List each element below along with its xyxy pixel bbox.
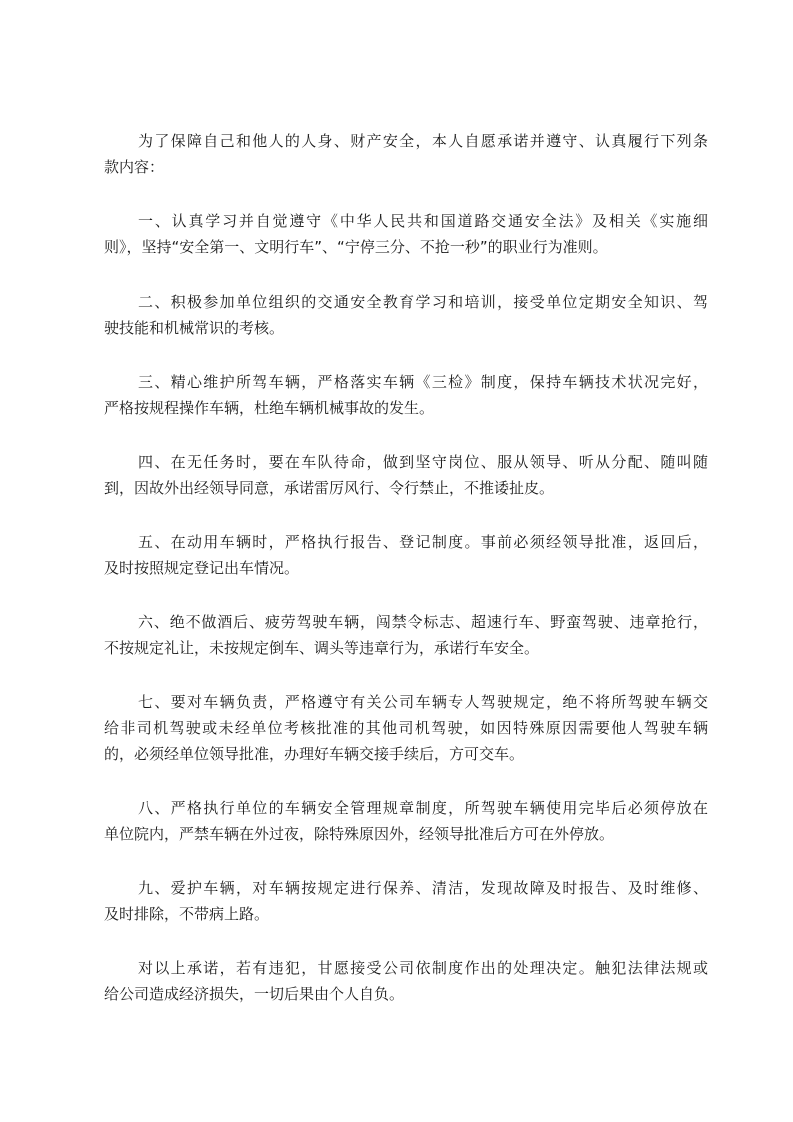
text-line: 七、要对车辆负责，严格遵守有关公司车辆专人驾驶规定，绝不将所驾驶车辆交 <box>138 693 708 711</box>
text-line: 不按规定礼让，未按规定倒车、调头等违章行为，承诺行车安全。 <box>104 639 540 657</box>
intro-paragraph <box>104 128 708 180</box>
clause-3-paragraph <box>104 369 708 421</box>
text-line: 严格按规程操作车辆，杜绝车辆机械事故的发生。 <box>104 399 435 417</box>
text-line: 一、认真学习并自觉遵守《中华人民共和国道路交通安全法》及相关《实施细 <box>138 212 708 230</box>
text-line: 二、积极参加单位组织的交通安全教育学习和培训，接受单位定期安全知识、驾 <box>138 293 708 311</box>
text-line: 五、在动用车辆时，严格执行报告、登记制度。事前必须经领导批准，返回后， <box>138 533 708 551</box>
text-line: 单位院内，严禁车辆在外过夜，除特殊原因外，经领导批准后方可在外停放。 <box>104 825 615 843</box>
text-line: 及时按照规定登记出车情况。 <box>104 559 300 577</box>
text-line: 给非司机驾驶或未经单位考核批准的其他司机驾驶，如因特殊原因需要他人驾驶车辆 <box>104 719 708 737</box>
text-line: 六、绝不做酒后、疲劳驾驶车辆，闯禁令标志、超速行车、野蛮驾驶、违章抢行， <box>138 613 708 631</box>
text-line: 及时排除，不带病上路。 <box>104 905 270 923</box>
clause-9-paragraph <box>104 875 708 927</box>
text-line: 款内容： <box>104 158 165 176</box>
text-line: 三、精心维护所驾车辆，严格落实车辆《三检》制度，保持车辆技术状况完好， <box>138 373 708 391</box>
text-line: 给公司造成经济损失，一切后果由个人自负。 <box>104 985 405 1003</box>
text-line: 对以上承诺，若有违犯，甘愿接受公司依制度作出的处理决定。触犯法律法规或 <box>138 959 708 977</box>
text-line: 驶技能和机械常识的考核。 <box>104 319 285 337</box>
clause-2-paragraph <box>104 289 708 341</box>
text-line: 八、严格执行单位的车辆安全管理规章制度，所驾驶车辆使用完毕后必须停放在 <box>138 799 708 817</box>
text-line: 为了保障自己和他人的人身、财产安全，本人自愿承诺并遵守、认真履行下列条 <box>138 132 708 150</box>
text-line: 四、在无任务时，要在车队待命，做到坚守岗位、服从领导、听从分配、随叫随 <box>138 453 708 471</box>
clause-1-paragraph <box>104 208 708 260</box>
clause-7-paragraph <box>104 689 708 767</box>
text-line: 到，因故外出经领导同意，承诺雷厉风行、令行禁止，不推诿扯皮。 <box>104 479 555 497</box>
clause-8-paragraph <box>104 795 708 847</box>
clause-6-paragraph <box>104 609 708 661</box>
clause-4-paragraph <box>104 449 708 501</box>
text-line: 九、爱护车辆，对车辆按规定进行保养、清洁，发现故障及时报告、及时维修、 <box>138 879 708 897</box>
text-line: 则》，坚持“安全第一、文明行车”、“宁停三分、不抢一秒”的职业行为准则。 <box>104 238 608 256</box>
closing-paragraph <box>104 955 708 1007</box>
clause-5-paragraph <box>104 529 708 581</box>
text-line: 的，必须经单位领导批准，办理好车辆交接手续后，方可交车。 <box>104 745 525 763</box>
